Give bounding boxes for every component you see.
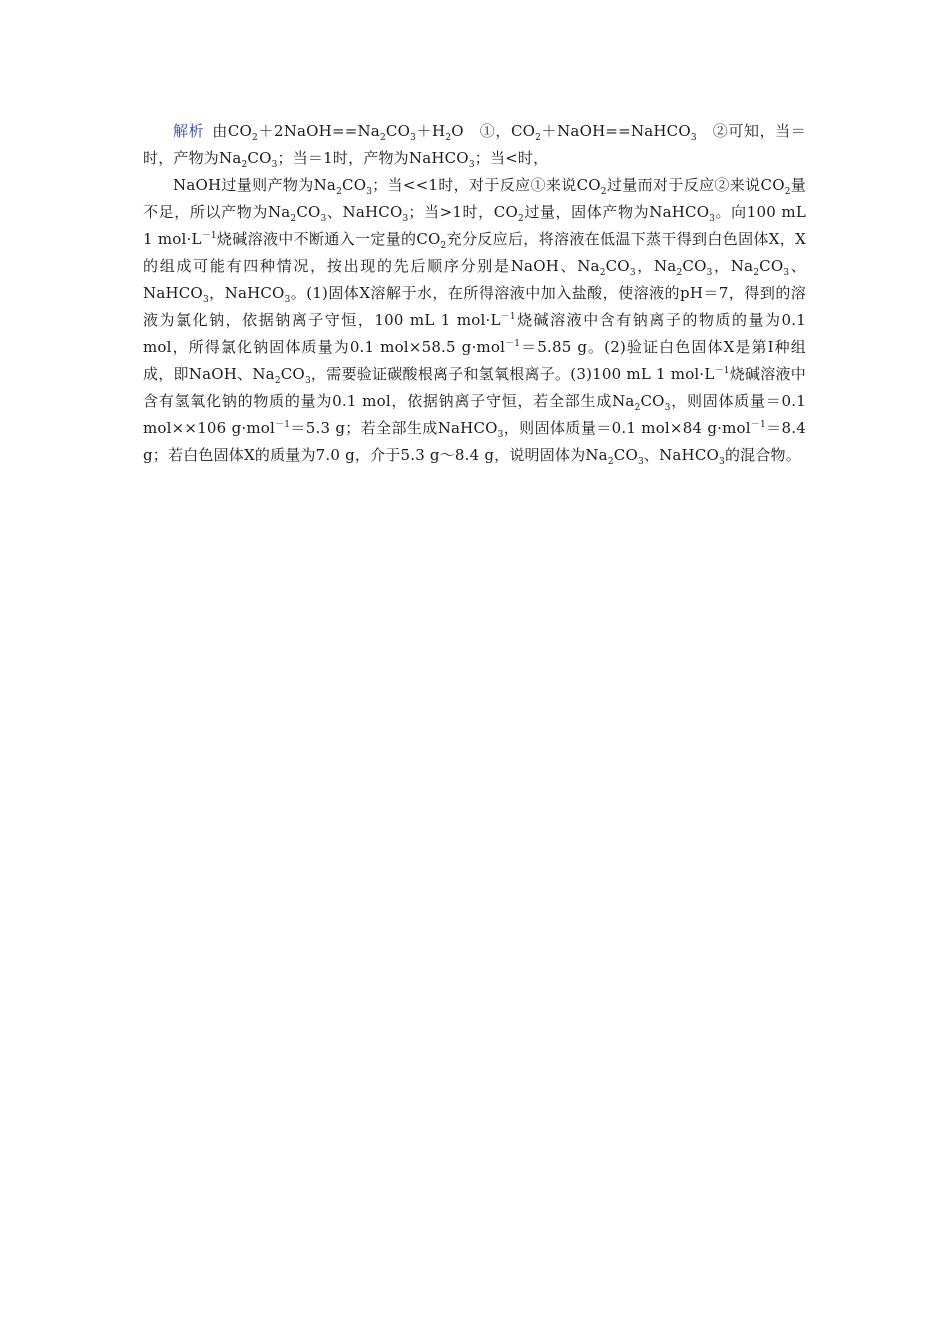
document-page (143, 118, 806, 469)
text-run: 烧碱溶液中不断通入一定量的CO (216, 230, 441, 248)
subscript: 3 (202, 295, 209, 305)
subscript: 3 (366, 187, 373, 197)
subscript: 2 (440, 241, 447, 251)
subscript: 2 (517, 214, 524, 224)
text-run: ＝8.4 g；若白色固体X的质量为7.0 g，介于5.3 g～8.4 g，说明固体为Na (143, 419, 807, 464)
superscript: －1 (201, 231, 217, 241)
text-run: 、NaHCO (143, 257, 806, 302)
text-run: CO (296, 203, 321, 221)
text-run: ＝5.85 g。(2)验证白色固体X是第Ⅰ种组成，即NaOH、Na (143, 338, 806, 383)
superscript: －1 (714, 366, 730, 376)
subscript: 3 (709, 214, 716, 224)
text-run: ；当＝1时，产物为NaHCO (277, 149, 469, 167)
text-run: CO (759, 257, 784, 275)
subscript: 2 (784, 187, 791, 197)
text-run: 过量，固体产物为NaHCO (523, 203, 710, 221)
superscript: －1 (500, 312, 516, 322)
superscript: －1 (275, 420, 291, 430)
text-run: CO (280, 365, 305, 383)
text-run: CO (640, 392, 665, 410)
text-run: ＋NaOH==NaHCO (541, 122, 691, 140)
subscript: 3 (629, 268, 636, 278)
text-run: ；当<<1时，对于反应①来说CO (372, 176, 601, 194)
subscript: 3 (320, 214, 327, 224)
subscript: 2 (607, 457, 614, 467)
subscript: 2 (753, 268, 760, 278)
text-run: CO (247, 149, 272, 167)
text-run: NaOH过量则产物为Na (173, 176, 337, 194)
text-run: O ①，CO (451, 122, 536, 140)
subscript: 3 (271, 160, 278, 170)
text-run: ＝5.3 g；若全部生成NaHCO (290, 419, 498, 437)
text-run: ；当>1时，CO (408, 203, 518, 221)
subscript: 3 (690, 133, 697, 143)
subscript: 3 (410, 133, 417, 143)
text-run: CO (605, 257, 630, 275)
superscript: －1 (505, 339, 521, 349)
text-run: 烧碱溶液中含有钠离子的物质的量为0.1 mol，所得氯化钠固体质量为0.1 mol×58.5 g·mol (143, 311, 806, 356)
text-run: CO (682, 257, 707, 275)
subscript: 2 (252, 133, 258, 143)
subscript: 3 (783, 268, 790, 278)
text-run: ＋H (416, 122, 446, 140)
superscript: －1 (750, 420, 766, 430)
text-run: 过量而对于反应②来说CO (606, 176, 785, 194)
subscript: 2 (336, 187, 343, 197)
text-run: ，则固体质量＝0.1 mol×84 g·mol (503, 419, 751, 437)
subscript: 2 (290, 214, 297, 224)
subscript: 3 (664, 403, 671, 413)
subscript: 3 (706, 268, 713, 278)
subscript: 2 (600, 187, 607, 197)
text-run: ，Na (635, 257, 677, 275)
text-run: ，Na (712, 257, 754, 275)
subscript: 3 (468, 160, 475, 170)
text-run: ＋2NaOH==Na (257, 122, 380, 140)
subscript: 2 (274, 376, 281, 386)
subscript: 3 (637, 457, 644, 467)
text-run: ；当<时， (474, 149, 549, 167)
subscript: 2 (445, 133, 452, 143)
text-run: 。向100 mL 1 mol·L (143, 203, 806, 248)
subscript: 3 (402, 214, 409, 224)
text-run: 、NaHCO (326, 203, 403, 221)
text-run: CO (613, 446, 638, 464)
subscript: 3 (284, 295, 291, 305)
text-run: CO (385, 122, 411, 140)
text-run: ②可知，当＝时，产物为Na (143, 122, 806, 167)
text-run: 。(1)固体X溶解于水，在所得溶液中加入盐酸，使溶液的pH＝7，得到的溶液为氯化钠，依据钠离子守恒，100 mL 1 mol·L (143, 284, 807, 329)
subscript: 2 (676, 268, 683, 278)
text-run: ，则固体质量＝0.1 mol××106 g·mol (143, 392, 806, 437)
subscript: 2 (241, 160, 248, 170)
subscript: 3 (497, 430, 504, 440)
text-run: 的混合物。 (724, 446, 801, 464)
analysis-paragraph-1 (143, 118, 806, 172)
text-run: CO (342, 176, 367, 194)
text-run: ，需要验证碳酸根离子和氢氧根离子。(3)100 mL 1 mol·L (310, 365, 715, 383)
analysis-label: 解析 (173, 122, 205, 140)
text-run: 充分反应后，将溶液在低温下蒸干得到白色固体X，X的组成可能有四种情况，按出现的先后顺序分别是NaOH、Na (143, 230, 806, 275)
subscript: 3 (304, 376, 311, 386)
text-run: ，NaHCO (208, 284, 285, 302)
subscript: 2 (634, 403, 641, 413)
text-run: 、NaHCO (643, 446, 720, 464)
subscript: 2 (379, 133, 386, 143)
text-run: 由CO (212, 122, 252, 140)
subscript: 3 (719, 457, 725, 467)
text-run: 量不足，所以产物为Na (143, 176, 807, 221)
text-run: 烧碱溶液中含有氢氧化钠的物质的量为0.1 mol，依据钠离子守恒，若全部生成Na (143, 365, 807, 410)
subscript: 2 (535, 133, 542, 143)
analysis-paragraph-2 (143, 172, 806, 469)
subscript: 2 (599, 268, 606, 278)
